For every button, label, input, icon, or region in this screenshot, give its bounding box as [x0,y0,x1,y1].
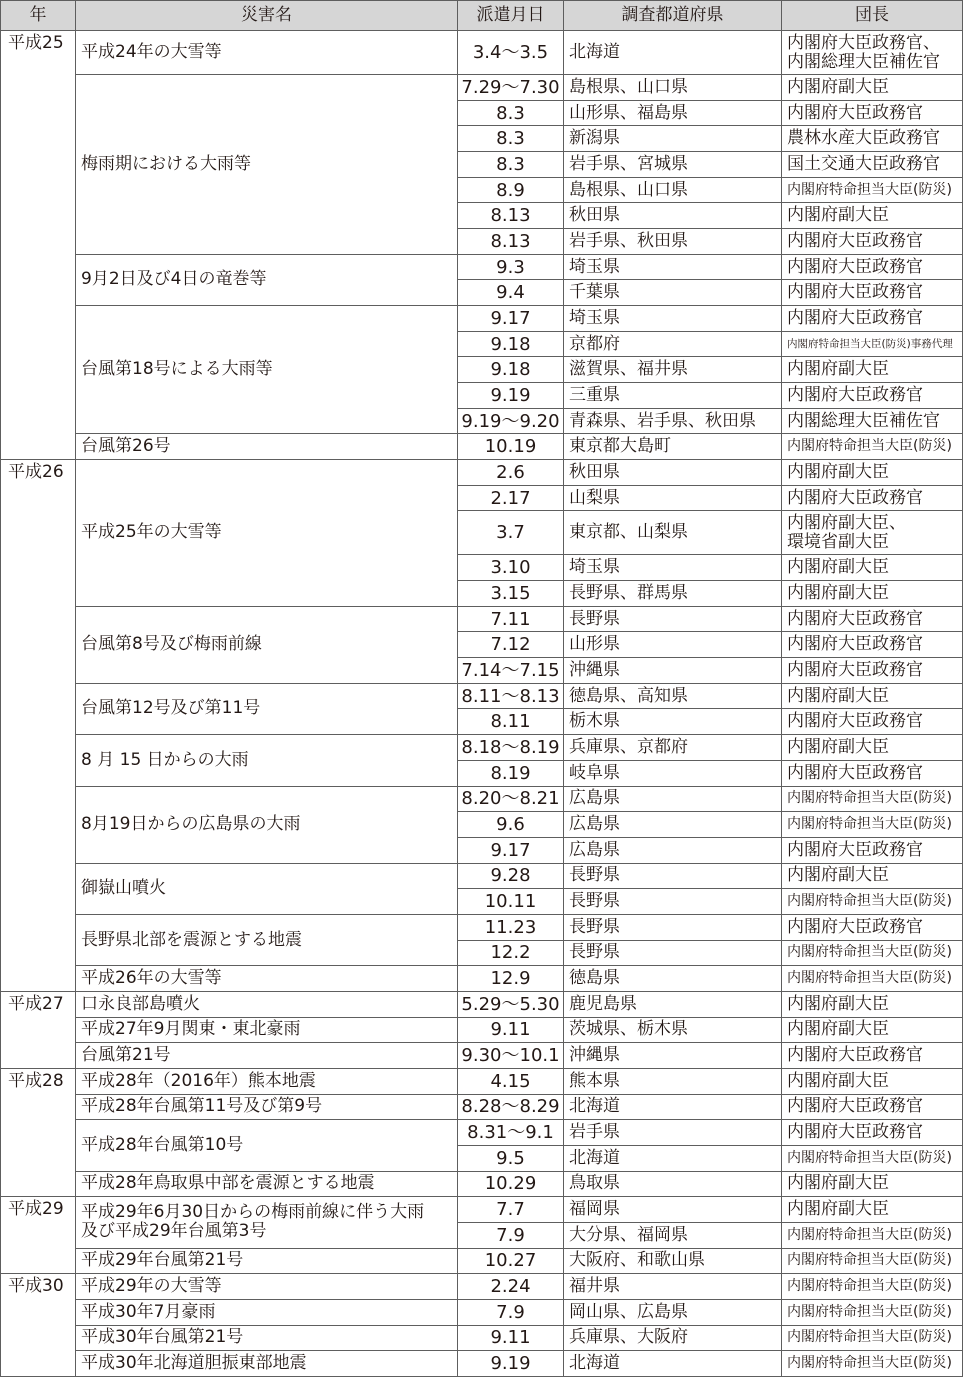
prefecture-cell: 鳥取県 [564,1172,781,1197]
disaster-name-cell: 9月2日及び4日の竜巻等 [76,255,457,305]
column-header-disaster: 災害名 [76,1,457,30]
year-cell: 平成30 [1,1274,75,1376]
prefecture-cell: 岩手県、宮城県 [564,152,781,177]
leader-cell: 内閣府副大臣 [782,684,962,709]
prefecture-cell: 兵庫県、大阪府 [564,1326,781,1351]
disaster-name-cell: 平成30年台風第21号 [76,1326,457,1351]
dispatch-date-cell: 9.4 [458,280,563,305]
leader-cell: 内閣府副大臣 [782,1172,962,1197]
dispatch-date-cell: 9.11 [458,1018,563,1043]
prefecture-cell: 広島県 [564,812,781,837]
prefecture-cell: 徳島県 [564,966,781,991]
leader-cell: 内閣府大臣政務官 [782,1120,962,1145]
leader-cell: 内閣府特命担当大臣(防災) [782,178,962,203]
prefecture-cell: 岩手県、秋田県 [564,229,781,254]
dispatch-date-cell: 8.13 [458,203,563,228]
dispatch-date-cell: 9.17 [458,838,563,863]
dispatch-date-cell: 10.11 [458,889,563,914]
dispatch-date-cell: 8.19 [458,761,563,786]
disaster-name-cell: 平成30年7月豪雨 [76,1300,457,1325]
prefecture-cell: 新潟県 [564,126,781,151]
leader-cell: 内閣府大臣政務官 [782,915,962,940]
dispatch-date-cell: 8.18～8.19 [458,735,563,760]
prefecture-cell: 山形県 [564,632,781,657]
prefecture-cell: 兵庫県、京都府 [564,735,781,760]
column-header-date: 派遣月日 [458,1,563,30]
leader-cell: 内閣府副大臣 [782,1069,962,1094]
leader-cell: 農林水産大臣政務官 [782,126,962,151]
dispatch-date-cell: 2.17 [458,486,563,511]
dispatch-date-cell: 12.9 [458,966,563,991]
leader-cell: 内閣府特命担当大臣(防災) [782,1351,962,1376]
prefecture-cell: 島根県、山口県 [564,75,781,100]
prefecture-cell: 長野県 [564,915,781,940]
prefecture-cell: 京都府 [564,332,781,357]
prefecture-cell: 長野県 [564,864,781,889]
leader-cell: 内閣府副大臣 [782,1018,962,1043]
leader-cell: 国土交通大臣政務官 [782,152,962,177]
disaster-name-cell: 8 月 15 日からの大雨 [76,735,457,785]
leader-cell: 内閣府特命担当大臣(防災) [782,889,962,914]
column-header-prefecture: 調査都道府県 [564,1,781,30]
column-header-leader: 団長 [782,1,962,30]
prefecture-cell: 沖縄県 [564,1043,781,1068]
leader-cell: 内閣府副大臣 [782,75,962,100]
leader-cell: 内閣府特命担当大臣(防災) [782,1274,962,1299]
dispatch-date-cell: 3.7 [458,511,563,554]
year-cell: 平成25 [1,31,75,459]
dispatch-date-cell: 10.19 [458,434,563,459]
leader-cell: 内閣府大臣政務官 [782,486,962,511]
prefecture-cell: 北海道 [564,31,781,74]
dispatch-date-cell: 7.7 [458,1197,563,1222]
prefecture-cell: 秋田県 [564,203,781,228]
dispatch-date-cell: 9.6 [458,812,563,837]
disaster-name-cell: 台風第26号 [76,434,457,459]
dispatch-date-cell: 7.29～7.30 [458,75,563,100]
dispatch-date-cell: 9.19～9.20 [458,409,563,434]
prefecture-cell: 長野県 [564,941,781,966]
disaster-name-cell: 梅雨期における大雨等 [76,75,457,254]
prefecture-cell: 大分県、福岡県 [564,1223,781,1248]
dispatch-date-cell: 9.11 [458,1326,563,1351]
leader-cell: 内閣府大臣政務官 [782,607,962,632]
prefecture-cell: 埼玉県 [564,306,781,331]
column-header-year: 年 [1,1,75,30]
dispatch-date-cell: 8.3 [458,152,563,177]
dispatch-date-cell: 2.24 [458,1274,563,1299]
disaster-name-cell: 8月19日からの広島県の大雨 [76,787,457,863]
dispatch-date-cell: 9.18 [458,332,563,357]
leader-cell: 内閣府特命担当大臣(防災) [782,812,962,837]
prefecture-cell: 大阪府、和歌山県 [564,1249,781,1274]
prefecture-cell: 福井県 [564,1274,781,1299]
disaster-name-cell: 平成28年鳥取県中部を震源とする地震 [76,1172,457,1197]
leader-cell: 内閣府大臣政務官 [782,761,962,786]
leader-cell: 内閣府特命担当大臣(防災) [782,1249,962,1274]
dispatch-date-cell: 7.9 [458,1300,563,1325]
disaster-name-cell: 平成29年台風第21号 [76,1249,457,1274]
prefecture-cell: 栃木県 [564,709,781,734]
dispatch-date-cell: 5.29～5.30 [458,992,563,1017]
prefecture-cell: 長野県 [564,889,781,914]
dispatch-date-cell: 8.13 [458,229,563,254]
year-cell: 平成27 [1,992,75,1068]
dispatch-date-cell: 11.23 [458,915,563,940]
disaster-name-cell: 口永良部島噴火 [76,992,457,1017]
prefecture-cell: 東京都大島町 [564,434,781,459]
prefecture-cell: 広島県 [564,787,781,812]
dispatch-date-cell: 7.12 [458,632,563,657]
dispatch-date-cell: 7.9 [458,1223,563,1248]
dispatch-date-cell: 12.2 [458,941,563,966]
leader-cell: 内閣府大臣政務官 [782,306,962,331]
disaster-name-cell: 平成27年9月関東・東北豪雨 [76,1018,457,1043]
prefecture-cell: 島根県、山口県 [564,178,781,203]
leader-cell: 内閣府副大臣、 環境省副大臣 [782,511,962,554]
leader-cell: 内閣府大臣政務官 [782,229,962,254]
prefecture-cell: 青森県、岩手県、秋田県 [564,409,781,434]
leader-cell: 内閣府大臣政務官 [782,632,962,657]
disaster-name-cell: 平成28年台風第11号及び第9号 [76,1095,457,1120]
leader-cell: 内閣府大臣政務官、 内閣総理大臣補佐官 [782,31,962,74]
leader-cell: 内閣府副大臣 [782,460,962,485]
dispatch-date-cell: 8.3 [458,101,563,126]
disaster-name-cell: 平成26年の大雪等 [76,966,457,991]
dispatch-date-cell: 8.28～8.29 [458,1095,563,1120]
prefecture-cell: 山梨県 [564,486,781,511]
leader-cell: 内閣府大臣政務官 [782,255,962,280]
prefecture-cell: 埼玉県 [564,555,781,580]
disaster-name-cell: 長野県北部を震源とする地震 [76,915,457,965]
year-cell: 平成28 [1,1069,75,1196]
dispatch-date-cell: 9.19 [458,383,563,408]
dispatch-date-cell: 8.11 [458,709,563,734]
leader-cell: 内閣府特命担当大臣(防災)事務代理 [782,332,962,357]
dispatch-date-cell: 9.3 [458,255,563,280]
dispatch-date-cell: 9.18 [458,357,563,382]
prefecture-cell: 東京都、山梨県 [564,511,781,554]
disaster-name-cell: 御嶽山噴火 [76,864,457,914]
dispatch-date-cell: 3.15 [458,581,563,606]
disaster-name-cell: 平成29年6月30日からの梅雨前線に伴う大雨 及び平成29年台風第3号 [76,1197,457,1247]
year-cell: 平成26 [1,460,75,991]
prefecture-cell: 北海道 [564,1351,781,1376]
dispatch-date-cell: 8.9 [458,178,563,203]
prefecture-cell: 滋賀県、福井県 [564,357,781,382]
leader-cell: 内閣府副大臣 [782,203,962,228]
disaster-name-cell: 平成28年（2016年）熊本地震 [76,1069,457,1094]
disaster-name-cell: 平成24年の大雪等 [76,31,457,74]
leader-cell: 内閣府副大臣 [782,992,962,1017]
prefecture-cell: 秋田県 [564,460,781,485]
disaster-name-cell: 平成29年の大雪等 [76,1274,457,1299]
dispatch-date-cell: 9.5 [458,1146,563,1171]
leader-cell: 内閣府大臣政務官 [782,709,962,734]
dispatch-date-cell: 8.20～8.21 [458,787,563,812]
prefecture-cell: 岩手県 [564,1120,781,1145]
prefecture-cell: 熊本県 [564,1069,781,1094]
dispatch-date-cell: 10.27 [458,1249,563,1274]
leader-cell: 内閣府特命担当大臣(防災) [782,1326,962,1351]
dispatch-date-cell: 3.10 [458,555,563,580]
leader-cell: 内閣府特命担当大臣(防災) [782,941,962,966]
disaster-name-cell: 平成25年の大雪等 [76,460,457,606]
dispatch-date-cell: 4.15 [458,1069,563,1094]
prefecture-cell: 北海道 [564,1146,781,1171]
leader-cell: 内閣府副大臣 [782,735,962,760]
leader-cell: 内閣府特命担当大臣(防災) [782,787,962,812]
disaster-name-cell: 台風第12号及び第11号 [76,684,457,734]
prefecture-cell: 沖縄県 [564,658,781,683]
leader-cell: 内閣府副大臣 [782,1197,962,1222]
leader-cell: 内閣府特命担当大臣(防災) [782,434,962,459]
leader-cell: 内閣府副大臣 [782,357,962,382]
leader-cell: 内閣府特命担当大臣(防災) [782,966,962,991]
dispatch-date-cell: 9.19 [458,1351,563,1376]
dispatch-date-cell: 9.28 [458,864,563,889]
disaster-name-cell: 台風第8号及び梅雨前線 [76,607,457,683]
dispatch-date-cell: 3.4～3.5 [458,31,563,74]
leader-cell: 内閣府大臣政務官 [782,383,962,408]
leader-cell: 内閣府大臣政務官 [782,838,962,863]
prefecture-cell: 徳島県、高知県 [564,684,781,709]
disaster-name-cell: 台風第21号 [76,1043,457,1068]
prefecture-cell: 鹿児島県 [564,992,781,1017]
prefecture-cell: 広島県 [564,838,781,863]
prefecture-cell: 埼玉県 [564,255,781,280]
dispatch-date-cell: 10.29 [458,1172,563,1197]
prefecture-cell: 長野県、群馬県 [564,581,781,606]
leader-cell: 内閣府大臣政務官 [782,280,962,305]
leader-cell: 内閣総理大臣補佐官 [782,409,962,434]
dispatch-date-cell: 9.30～10.1 [458,1043,563,1068]
dispatch-date-cell: 8.31～9.1 [458,1120,563,1145]
prefecture-cell: 三重県 [564,383,781,408]
leader-cell: 内閣府特命担当大臣(防災) [782,1300,962,1325]
prefecture-cell: 長野県 [564,607,781,632]
dispatch-date-cell: 7.14～7.15 [458,658,563,683]
leader-cell: 内閣府大臣政務官 [782,101,962,126]
leader-cell: 内閣府特命担当大臣(防災) [782,1146,962,1171]
prefecture-cell: 福岡県 [564,1197,781,1222]
dispatch-date-cell: 2.6 [458,460,563,485]
dispatch-date-cell: 8.3 [458,126,563,151]
disaster-name-cell: 平成28年台風第10号 [76,1120,457,1170]
leader-cell: 内閣府大臣政務官 [782,1043,962,1068]
leader-cell: 内閣府特命担当大臣(防災) [782,1223,962,1248]
leader-cell: 内閣府大臣政務官 [782,1095,962,1120]
disaster-name-cell: 台風第18号による大雨等 [76,306,457,433]
prefecture-cell: 北海道 [564,1095,781,1120]
leader-cell: 内閣府副大臣 [782,555,962,580]
dispatch-date-cell: 8.11～8.13 [458,684,563,709]
prefecture-cell: 岡山県、広島県 [564,1300,781,1325]
prefecture-cell: 岐阜県 [564,761,781,786]
prefecture-cell: 千葉県 [564,280,781,305]
leader-cell: 内閣府副大臣 [782,581,962,606]
year-cell: 平成29 [1,1197,75,1273]
prefecture-cell: 茨城県、栃木県 [564,1018,781,1043]
dispatch-date-cell: 7.11 [458,607,563,632]
leader-cell: 内閣府副大臣 [782,864,962,889]
prefecture-cell: 山形県、福島県 [564,101,781,126]
dispatch-date-cell: 9.17 [458,306,563,331]
leader-cell: 内閣府大臣政務官 [782,658,962,683]
disaster-name-cell: 平成30年北海道胆振東部地震 [76,1351,457,1376]
